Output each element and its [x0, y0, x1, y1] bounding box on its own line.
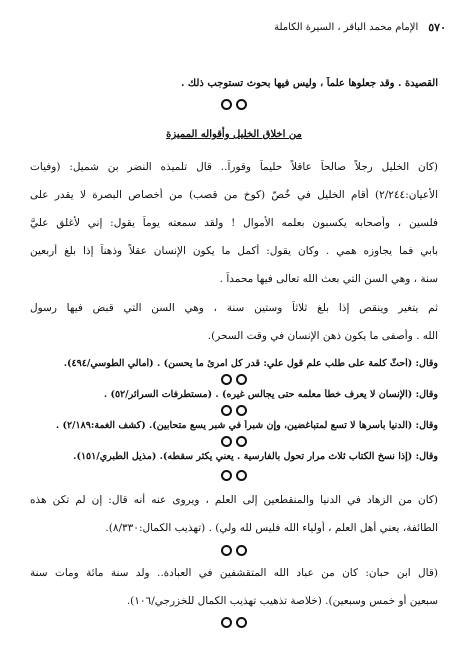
- ornament: [0, 436, 468, 450]
- page-number: ٥٧٠: [428, 20, 446, 34]
- para2-line: الله . وأصفى ما يكون ذهن الإنسان في وقت السحر).: [207, 330, 438, 342]
- quote-line: وقال: (الدنيا بأسرها لا تسع لمتباغضين، وإن شبراً في شبر يسع متحابين). (كشف الغمة:٢/١٨٩) .: [55, 420, 438, 431]
- para1-line: سنة ، وهي السن التي بعث الله تعالى فيها محمداً .: [219, 273, 438, 285]
- para1-line: الأعيان:٢/٢٤٤) أقام الخليل في خُصّ (كوخ من قصب) من أخصاص البصرة لا يقدر على: [30, 189, 438, 201]
- running-title: الإمام محمد الباقر ، السيرة الكاملة: [274, 21, 419, 33]
- para3-line: الطائفة، يعني أهل العلم ، أولياء الله فليس لله ولي) . (تهذيب الكمال:٨/٣٣٠).: [105, 522, 438, 534]
- intro-line: القصيدة . وقد جعلوها علماً ، وليس فيها بحوث تستوجب ذلك .: [180, 78, 438, 89]
- ornament: [0, 545, 468, 559]
- ornament: [0, 99, 468, 113]
- quote-line: وقال: (الإنسان لا يعرف خطأ معلمه حتى يجالس غيره) . (مستطرفات السرائر/٥٢) .: [103, 389, 438, 400]
- para1-line: بابي فما يجاوزه همي . وكان يقول: أكمل ما يكون الإنسان عقلاً وذهناً إذا بلغ أربعين: [30, 245, 438, 257]
- ornament: [0, 470, 468, 484]
- ornament: [0, 374, 468, 388]
- quote-line: وقال: (إذا نسخ الكتاب ثلاث مرار تحول بالفارسية . يعني يكثر سقطه). (مذيل الطبري/١٥١).: [73, 451, 438, 462]
- ornament: [0, 617, 468, 631]
- section-title: من اخلاق الخليل وأقواله المميزة: [166, 129, 302, 140]
- page-header: [28, 18, 446, 36]
- para1-line: (كان الخليل رجلاً صالحاً عاقلاً حليماً وقوراً.. قال تلميذه النضر بن شميل: (وفيات: [30, 161, 438, 173]
- para4-line: (قال ابن حبان: كان من عباد الله المتقشفين في العبادة.. ولد سنة مائة ومات سنة: [30, 567, 438, 579]
- para3-line: (كان من الزهاد في الدنيا والمنقطعين إلى العلم ، ويروى عنه أنه قال: إن لم تكن هذه: [30, 494, 438, 506]
- para1-line: فلسين ، وأصحابه يكسبون بعلمه الأموال ! ولقد سمعته يوماً يقول: إني لأغلق عليَّ: [30, 217, 438, 229]
- quote-line: وقال: (أحثُّ كلمة على طلب علم قول علي: قدر كل امرئ ما يحسن) . (أمالي الطوسي/٤٩٤).: [63, 358, 438, 369]
- para4-line: سبعين أو خمس وسبعين). (خلاصة تذهيب تهذيب الكمال للخزرجي/١٠٦).: [126, 595, 438, 607]
- ornament: [0, 405, 468, 419]
- para2-line: ثم يتغير وينقص إذا بلغ ثلاثاً وستين سنة ، وهي السن التي قبض فيها رسول: [30, 302, 438, 314]
